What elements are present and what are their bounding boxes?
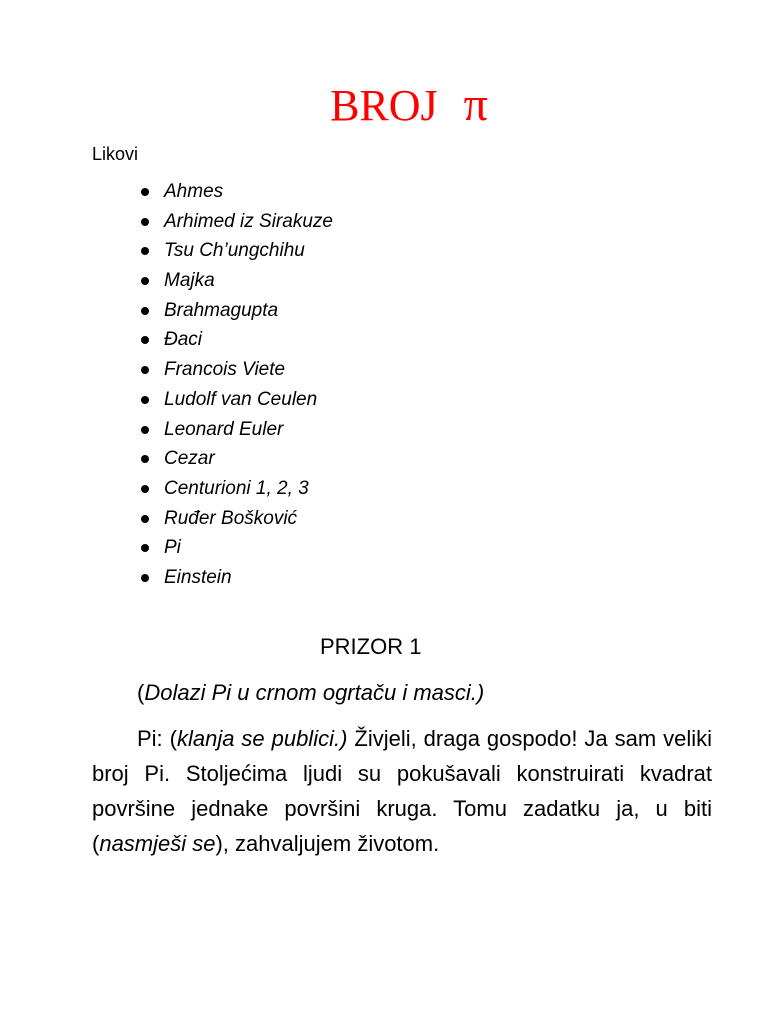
character-name: Đaci: [164, 329, 203, 351]
list-item: [0, 415, 333, 445]
list-item: [0, 504, 333, 534]
bullet-icon: [141, 307, 149, 315]
stage-direction-inline: klanja se publici.): [176, 726, 348, 751]
character-name: Francois Viete: [164, 359, 286, 381]
stage-direction-text: Dolazi Pi u crnom ogrtaču i masci.): [144, 680, 485, 705]
pi-symbol: π: [463, 78, 488, 131]
list-item: [0, 385, 333, 415]
stage-direction: [137, 677, 484, 709]
bullet-icon: [141, 544, 149, 552]
character-name: Arhimed iz Sirakuze: [164, 210, 333, 232]
character-name: Ahmes: [164, 181, 224, 202]
stage-direction-inline: nasmješi se: [99, 831, 216, 856]
list-item: [0, 236, 333, 266]
character-name: Tsu Ch’ungchihu: [164, 240, 305, 262]
character-name: Leonard Euler: [164, 418, 284, 440]
list-item: [0, 266, 333, 296]
characters-label: Likovi: [92, 144, 139, 164]
character-name: Brahmagupta: [164, 299, 279, 321]
list-item: [0, 355, 333, 385]
bullet-icon: [141, 218, 149, 226]
list-item: [0, 474, 333, 504]
scene-heading: PRIZOR 1: [320, 634, 422, 659]
list-item: [0, 444, 333, 474]
list-item: [0, 325, 333, 355]
list-item: [0, 533, 333, 563]
dialogue-paragraph: [92, 721, 712, 861]
stage-direction-open: (: [137, 680, 145, 705]
list-item: [0, 563, 333, 593]
bullet-icon: [141, 515, 149, 523]
character-name: Pi: [164, 537, 181, 559]
bullet-icon: [141, 366, 149, 374]
document-title: [0, 78, 768, 133]
bullet-icon: [141, 574, 149, 582]
bullet-icon: [141, 336, 149, 344]
list-item: [0, 177, 333, 207]
list-item: [0, 296, 333, 326]
character-name: Ludolf van Ceulen: [164, 388, 318, 410]
dialogue-text: Živjeli, draga gospodo! Ja sam veliki broj Pi. Stoljećima ljudi su pokušavali konstruirati kvadrat površine jednake površini kruga. Tomu zadatku ja, u biti (: [92, 726, 713, 856]
character-name: Centurioni 1, 2, 3: [164, 477, 309, 499]
bullet-icon: [141, 247, 149, 255]
dialogue-text: ), zahvaljujem životom.: [215, 831, 440, 856]
title-text: BROJ: [330, 81, 438, 130]
bullet-icon: [141, 396, 149, 404]
bullet-icon: [141, 485, 149, 493]
bullet-icon: [141, 188, 149, 196]
character-name: Ruđer Bošković: [164, 507, 298, 529]
character-name: Einstein: [164, 566, 232, 588]
bullet-icon: [141, 277, 149, 285]
list-item: [0, 207, 333, 237]
character-name: Cezar: [164, 448, 215, 470]
characters-list: [0, 177, 333, 593]
character-name: Majka: [164, 270, 215, 292]
bullet-icon: [141, 426, 149, 434]
bullet-icon: [141, 455, 149, 463]
speaker-label: Pi: (: [137, 726, 177, 751]
